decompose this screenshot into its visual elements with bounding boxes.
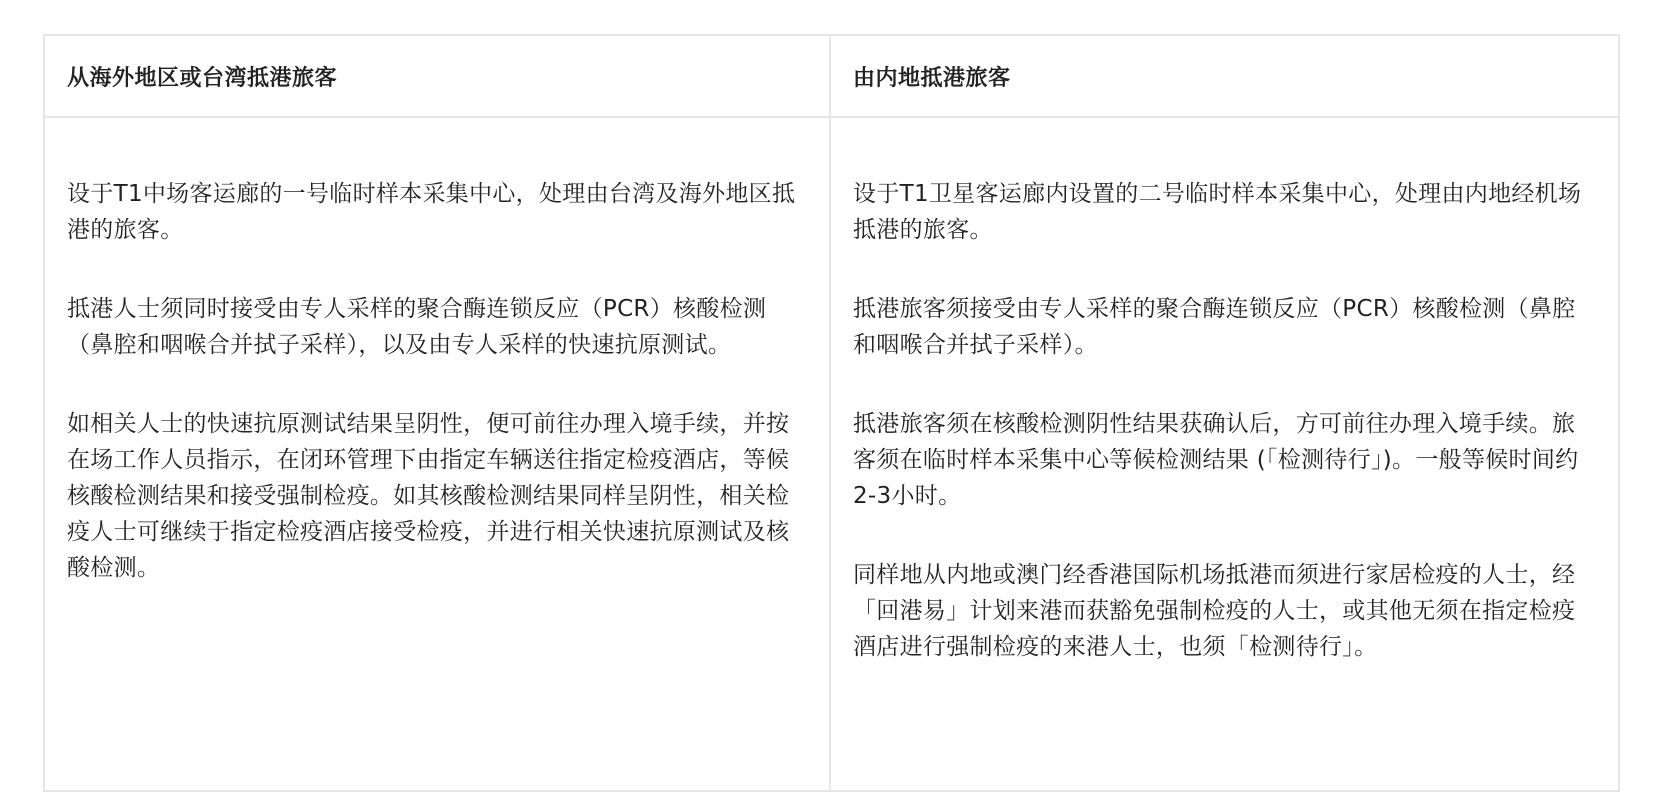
paragraph-test-and-hold: 抵港旅客须在核酸检测阴性结果获确认后，方可前往办理入境手续。旅客须在临时样本采集中心等候检测结果 (「检测待行」)。一般等候时间约2-3小时。 <box>853 411 1579 509</box>
comparison-table <box>43 34 1620 792</box>
paragraph-home-quarantine: 同样地从内地或澳门经香港国际机场抵港而须进行家居检疫的人士，经「回港易」计划来港而获豁免强制检疫的人士，或其他无须在指定检疫酒店进行强制检疫的来港人士，也须「检测待行」。 <box>853 562 1576 660</box>
paragraph-testing-requirements: 抵港人士须同时接受由专人采样的聚合酶连锁反应（PCR）核酸检测（鼻腔和咽喉合并拭子采样），以及由专人采样的快速抗原测试。 <box>67 296 767 358</box>
table-header-overseas-taiwan: 从海外地区或台湾抵港旅客 <box>45 36 831 118</box>
paragraph-negative-result-procedure: 如相关人士的快速抗原测试结果呈阴性，便可前往办理入境手续，并按在场工作人员指示，在闭环管理下由指定车辆送往指定检疫酒店，等候核酸检测结果和接受强制检疫。如其核酸检测结果同样呈阴性，相关检疫人士可继续于指定检疫酒店接受检疫，并进行相关快速抗原测试及核酸检测。 <box>67 411 790 581</box>
table-header-mainland: 由内地抵港旅客 <box>831 36 1618 118</box>
table-cell-mainland <box>831 118 1618 790</box>
paragraph-collection-center: 设于T1卫星客运廊内设置的二号临时样本采集中心，处理由内地经机场抵港的旅客。 <box>853 181 1582 243</box>
table-cell-overseas-taiwan <box>45 118 831 790</box>
paragraph-testing-requirements: 抵港旅客须接受由专人采样的聚合酶连锁反应（PCR）核酸检测（鼻腔和咽喉合并拭子采样）。 <box>853 296 1576 358</box>
paragraph-collection-center: 设于T1中场客运廊的一号临时样本采集中心，处理由台湾及海外地区抵港的旅客。 <box>67 181 796 243</box>
